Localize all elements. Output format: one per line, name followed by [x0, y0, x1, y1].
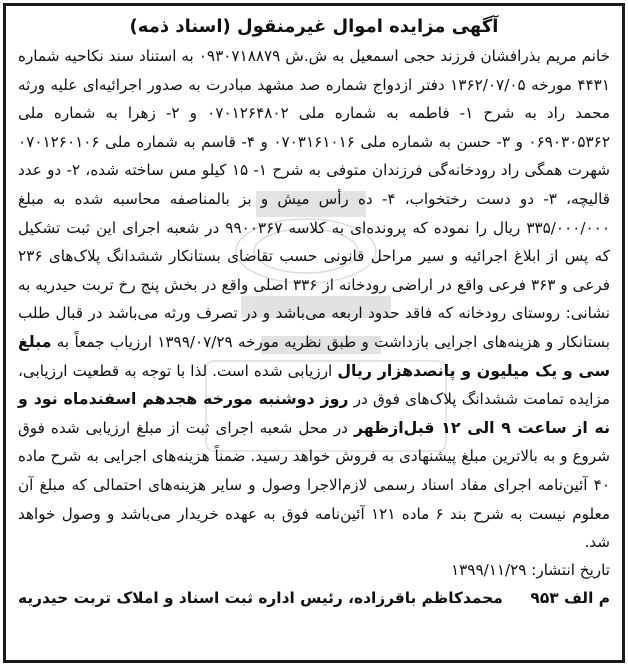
auction-time-text: روز دوشنبه مورخه هجدهم اسفندماه نود و نه از ساعت ۹ الی ۱۲ قبل‌ازظهر: [18, 389, 611, 437]
amount-text: مبلغ سی و یک میلیون و پانصدهزار ریال: [18, 331, 610, 380]
notice-title: آگهی مزایده اموال غیرمنقول (اسناد ذمه): [129, 16, 499, 37]
signature-line: محمدکاظم باقرزاده، رئیس اداره ثبت اسناد و املاک تربت حیدریه: [18, 588, 503, 607]
publish-date: تاریخ انتشار: ۱۳۹۹/۱۱/۲۹: [450, 560, 610, 579]
notice-code: م الف ۹۵۳: [530, 588, 610, 607]
body-part-2: ارزیابی شده است. لذا با توجه به قطعیت ارزیابی، مزایده تمامت ششدانگ پلاک‌های فوق در: [18, 361, 611, 409]
notice-footer: [18, 585, 610, 611]
body-part-3: در محل شعبه اجرای ثبت از مبلغ ارزیابی شده فوق شروع و به بالاترین مبلغ پیشنهادی به فروش خواهد رسید. ضمناً هزینه‌های اجرایی به شرح ماده ۴۰ آئین‌نامه اجرای مفاد اسناد رسمی لازم‌الاجرا وصول و سایر هزینه‌های احتمالی که مبلغ آن معلوم نیست به شرح بند ۶ ماده ۱۲۱ آئین‌نامه فوق به عهده خریدار می‌باشد و وصول خواهد شد.: [18, 418, 611, 552]
notice-content: [18, 14, 610, 611]
notice-frame: [3, 3, 625, 663]
body-part-1: خانم مریم بذرافشان فرزند حجی اسمعیل به ش.ش ۰۹۳۰۷۱۸۸۷۹ به استناد سند نکاحیه شماره ۴۴۳۱ مورخه ۱۳۶۲/۰۷/۰۵ دفتر ازدواج شماره صد مشهد مبادرت به صدور اجرائیه‌ای علیه ورثه محمد راد به شرح ۱- فاطمه به شماره ملی ۰۷۰۱۲۶۴۸۰۲ و ۲- زهرا به شماره ملی ۰۶۹۰۳۰۵۳۶۲ و ۳- حسن به شماره ملی ۰۷۰۳۱۶۱۰۱۶ و ۴- قاسم به شماره ملی ۰۷۰۱۲۶۰۱۰۶ شهرت همگی راد رودخانه‌گی فرزندان متوفی به شرح ۱- ۱۵ کیلو مس ساخته شده، ۲- دو عدد قالیچه، ۳- دو دست رختخواب، ۴- ده رأس میش و بز بالمناصفه محاسبه شده به مبلغ ۳۳۵/۰۰۰/۰۰۰ ریال را نموده که پرونده‌ای به کلاسه ۹۹۰۰۳۶۷ در شعبه اجرای این ثبت تشکیل که پس از ابلاغ اجرائیه و سیر مراحل قانونی حسب تقاضای بستانکار ششدانگ پلاک‌های ۲۳۶ فرعی و ۳۶۳ فرعی واقع در اراضی رودخانه از ۳۳۶ اصلی واقع در بخش پنج رخ تربت حیدریه به نشانی: روستای رودخانه که فاقد حدود اربعه می‌باشد و در تصرف ورثه می‌باشد در قبال طلب بستانکار و هزینه‌های اجرایی بازداشت و طبق نظریه مورخه ۱۳۹۹/۰۷/۲۹ ارزیاب جمعاً به: [18, 47, 611, 351]
notice-body: [18, 42, 610, 557]
